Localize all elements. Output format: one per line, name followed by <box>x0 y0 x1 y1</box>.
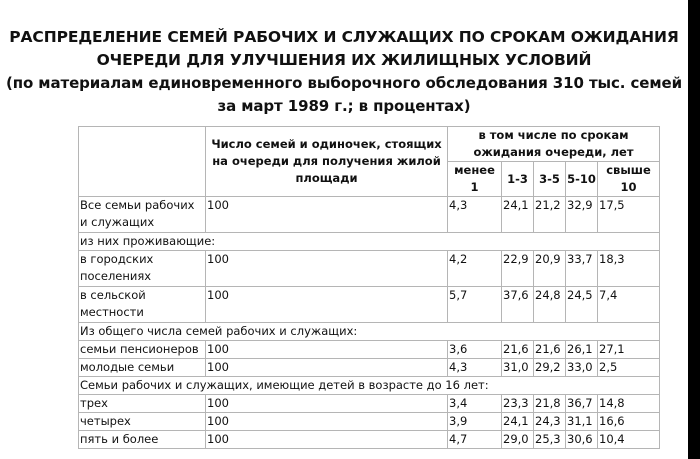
section-label: Из общего числа семей рабочих и служащих: <box>79 323 660 341</box>
page-title <box>0 26 688 118</box>
table-section-row <box>79 377 660 395</box>
table-cell: 24,1 <box>502 197 534 233</box>
row-label: в городских поселениях <box>79 251 206 287</box>
table-row <box>79 287 660 323</box>
row-label: молодые семьи <box>79 359 206 377</box>
header-subcol: 3-5 <box>534 162 566 197</box>
table-cell: 21,6 <box>534 341 566 359</box>
title-line-4: за март 1989 г.; в процентах) <box>217 97 471 115</box>
table-cell: 29,0 <box>502 431 534 449</box>
table-cell: 37,6 <box>502 287 534 323</box>
table-row <box>79 413 660 431</box>
table-cell: 10,4 <box>598 431 660 449</box>
row-label: пять и более <box>79 431 206 449</box>
table-cell: 4,2 <box>448 251 502 287</box>
table-cell: 24,1 <box>502 413 534 431</box>
table-cell: 5,7 <box>448 287 502 323</box>
table-cell: 21,2 <box>534 197 566 233</box>
table-row <box>79 395 660 413</box>
header-total-families: Число семей и одиночек, стоящих на очереди для получения жилой площади <box>206 127 448 197</box>
section-label: из них проживающие: <box>79 233 660 251</box>
title-line-3: (по материалам единовременного выборочного обследования 310 тыс. семей <box>5 74 683 92</box>
table-cell: 32,9 <box>566 197 598 233</box>
row-label: семьи пенсионеров <box>79 341 206 359</box>
table-cell: 100 <box>206 287 448 323</box>
statistics-table <box>78 126 660 449</box>
table-cell: 3,4 <box>448 395 502 413</box>
row-label: в сельской местности <box>79 287 206 323</box>
table-cell: 16,6 <box>598 413 660 431</box>
table-cell: 25,3 <box>534 431 566 449</box>
table-cell: 100 <box>206 197 448 233</box>
table-cell: 20,9 <box>534 251 566 287</box>
title-line-2: ОЧЕРЕДИ ДЛЯ УЛУЧШЕНИЯ ИХ ЖИЛИЩНЫХ УСЛОВИЙ <box>96 51 592 69</box>
table-cell: 4,3 <box>448 197 502 233</box>
table-cell: 100 <box>206 413 448 431</box>
table-cell: 100 <box>206 359 448 377</box>
table-cell: 33,7 <box>566 251 598 287</box>
table-cell: 24,3 <box>534 413 566 431</box>
screen-edge <box>688 0 700 459</box>
table-cell: 100 <box>206 431 448 449</box>
table-row <box>79 341 660 359</box>
table-cell: 3,9 <box>448 413 502 431</box>
row-label: четырех <box>79 413 206 431</box>
header-subcol: 1-3 <box>502 162 534 197</box>
table-cell: 4,3 <box>448 359 502 377</box>
section-label: Семьи рабочих и служащих, имеющие детей в возрасте до 16 лет: <box>79 377 660 395</box>
header-wait-group: в том числе по срокам ожидания очереди, лет <box>448 127 660 162</box>
header-subcol: менее 1 <box>448 162 502 197</box>
table-row <box>79 197 660 233</box>
table-cell: 100 <box>206 341 448 359</box>
table-cell: 36,7 <box>566 395 598 413</box>
table-cell: 27,1 <box>598 341 660 359</box>
table-section-row <box>79 233 660 251</box>
table-cell: 2,5 <box>598 359 660 377</box>
table-cell: 4,7 <box>448 431 502 449</box>
table-cell: 29,2 <box>534 359 566 377</box>
table-row <box>79 431 660 449</box>
table-cell: 100 <box>206 395 448 413</box>
table-cell: 17,5 <box>598 197 660 233</box>
table-cell: 31,1 <box>566 413 598 431</box>
table-cell: 24,5 <box>566 287 598 323</box>
table-cell: 33,0 <box>566 359 598 377</box>
table-cell: 100 <box>206 251 448 287</box>
table-cell: 14,8 <box>598 395 660 413</box>
table-cell: 31,0 <box>502 359 534 377</box>
header-subcol: свыше 10 <box>598 162 660 197</box>
table-section-row <box>79 323 660 341</box>
table-cell: 3,6 <box>448 341 502 359</box>
table-cell: 21,6 <box>502 341 534 359</box>
table-cell: 24,8 <box>534 287 566 323</box>
row-label: Все семьи рабочих и служащих <box>79 197 206 233</box>
table-cell: 30,6 <box>566 431 598 449</box>
table-cell: 23,3 <box>502 395 534 413</box>
table-row <box>79 359 660 377</box>
row-label: трех <box>79 395 206 413</box>
table-cell: 21,8 <box>534 395 566 413</box>
table-cell: 26,1 <box>566 341 598 359</box>
title-line-1: РАСПРЕДЕЛЕНИЕ СЕМЕЙ РАБОЧИХ И СЛУЖАЩИХ ПО СРОКАМ ОЖИДАНИЯ <box>9 28 679 46</box>
table-row <box>79 251 660 287</box>
header-subcol: 5-10 <box>566 162 598 197</box>
header-corner <box>79 127 206 197</box>
table-cell: 7,4 <box>598 287 660 323</box>
table-cell: 22,9 <box>502 251 534 287</box>
table-cell: 18,3 <box>598 251 660 287</box>
